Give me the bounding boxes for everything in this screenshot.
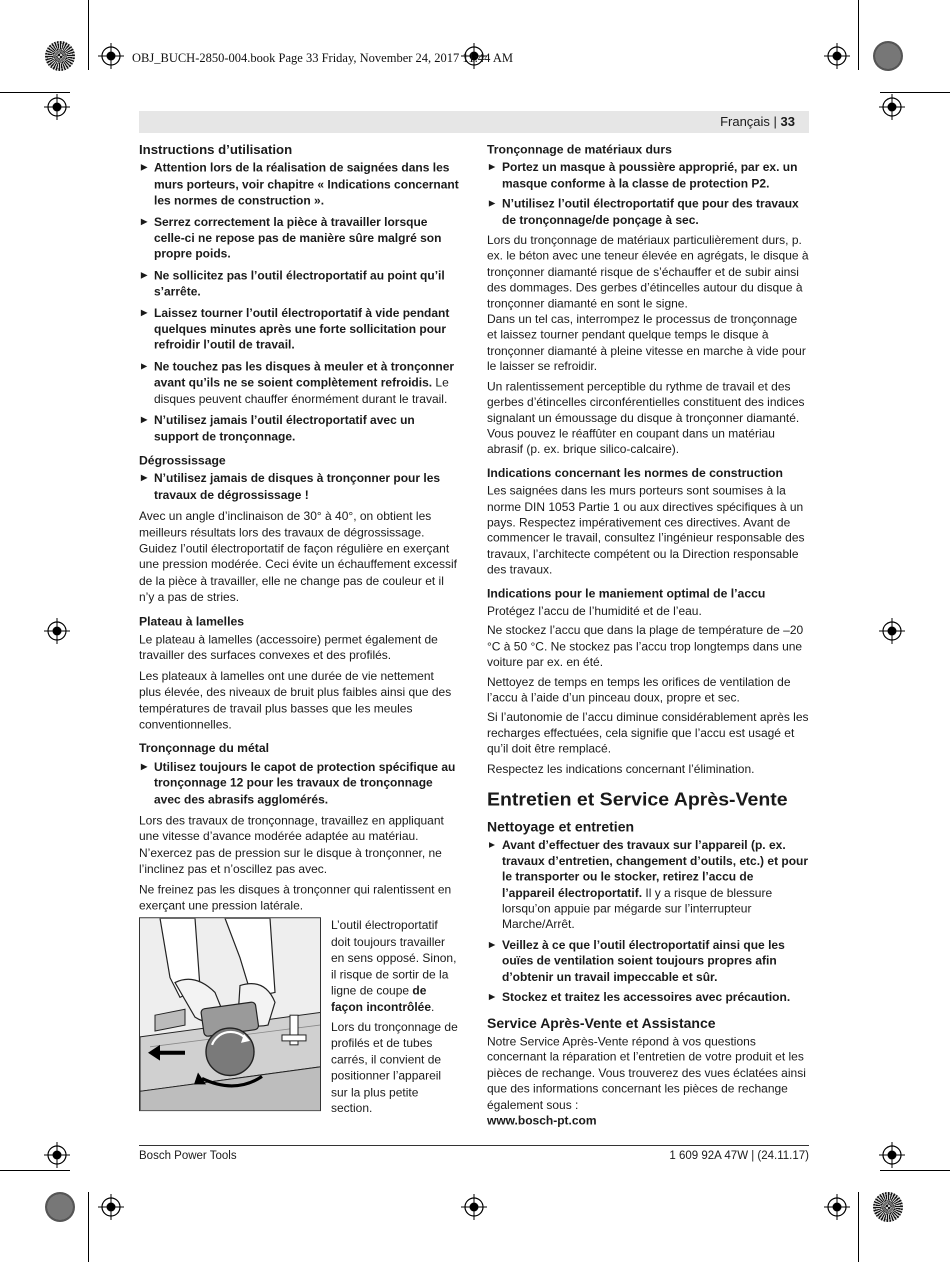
- print-slug: OBJ_BUCH-2850-004.book Page 33 Friday, November 24, 2017 11:44 AM: [132, 51, 513, 65]
- warning-bullet: ▶ Stockez et traitez les accessoires avec précaution.: [487, 990, 809, 1006]
- figure-block: [139, 918, 459, 1115]
- right-column: [487, 142, 809, 1132]
- registration-mark-icon: [98, 1194, 124, 1220]
- registration-mark-icon: [824, 1194, 850, 1220]
- paragraph: Nettoyez de temps en temps les orifices de ventilation de l’accu à l’aide d’un pinceau doux, propre et sec.: [487, 675, 791, 705]
- registration-mark-icon: [824, 43, 850, 69]
- warning-bullet: ▶ Utilisez toujours le capot de protection spécifique au tronçonnage 12 pour les travaux de tronçonnage avec des abrasifs agglomérés.: [139, 759, 459, 808]
- crop-line: [88, 1192, 89, 1262]
- bullet-text: Attention lors de la réalisation de saignées dans les murs porteurs, voir chapitre « Indications concernant les normes de construction ».: [154, 161, 459, 208]
- color-target-icon: [45, 41, 75, 71]
- bullet-text: Ne sollicitez pas l’outil électroportatif au point qu’il s’arrête.: [154, 268, 445, 299]
- registration-mark-icon: [44, 1142, 70, 1168]
- paragraph: Dans un tel cas, interrompez le processus de tronçonnage et laissez tourner pendant quelque temps le disque à tronçonner diamanté à pleine vitesse en marche à vide pour le laisser se refroidir.: [487, 312, 806, 374]
- warning-bullet: [139, 214, 459, 263]
- crop-line: [0, 1170, 70, 1171]
- section-title: Nettoyage et entretien: [487, 819, 635, 835]
- bullet-text: Ne touchez pas les disques à meuler et à tronçonner avant qu’ils ne se soient complètement refroidis.: [154, 359, 455, 390]
- registration-mark-icon: [44, 94, 70, 120]
- paragraph: [331, 918, 459, 1015]
- bullet-text: Laissez tourner l’outil électroportatif à vide pendant quelques minutes après une forte sollicitation pour refroidir l’outil de travail.: [154, 305, 450, 353]
- subsection-title: Indications concernant les normes de construction: [487, 466, 783, 480]
- cutting-illustration: [139, 918, 321, 1112]
- page-header-bar: [139, 111, 809, 133]
- paragraph: Un ralentissement perceptible du rythme de travail et des gerbes d’étincelles circonférentielles constituent des indices signalant un émoussage du disque à tronçonner diamanté. Vous pouvez le réaffûter en coupant dans un matériau abrasif (p. ex. brique silico-calcaire).: [487, 379, 805, 457]
- subsection-title: Tronçonnage de matériaux durs: [487, 142, 672, 157]
- crop-line: [0, 92, 70, 93]
- footer-brand: Bosch Power Tools: [139, 1150, 237, 1162]
- warning-bullet: [139, 267, 459, 299]
- registration-mark-icon: [98, 43, 124, 69]
- paragraph: Notre Service Après-Vente répond à vos questions concernant la réparation et l’entretien de votre produit et les pièces de rechange. Vous trouverez des vues éclatées ainsi que des informations concernant les pièces de rechange également sous :: [487, 1034, 806, 1112]
- bullet-text: N’utilisez jamais l’outil électroportatif avec un support de tronçonnage.: [154, 413, 415, 444]
- paragraph: Lors des travaux de tronçonnage, travaillez en appliquant une vitesse d’avance modérée adaptée au matériau. N’exercez pas de pression sur le disque à tronçonner, ne l’inclinez pas et n’oscillez pas avec.: [139, 813, 444, 876]
- page-number: 33: [780, 114, 795, 129]
- figure-caption: [331, 918, 459, 1121]
- warning-bullet: [139, 358, 459, 407]
- section-title: Service Après-Vente et Assistance: [487, 1014, 716, 1031]
- subsection-title: Indications pour le maniement optimal de l’accu: [487, 586, 766, 600]
- subsection-title: Tronçonnage du métal: [139, 741, 270, 756]
- paragraph: Les saignées dans les murs porteurs sont soumises à la norme DIN 1053 Partie 1 ou aux directives spécifiques à un pays. Respectez impérativement ces directives. Avant de commencer le travail, consultez l’ingénieur responsable des travaux, l’architecte compétent ou la Direction responsable des travaux.: [487, 483, 805, 577]
- color-target-icon: [45, 1192, 75, 1222]
- paragraph: Lors du tronçonnage de profilés et de tubes carrés, il convient de positionner l’appareil sur la plus petite section.: [331, 1020, 458, 1115]
- warning-bullet: ▶ Veillez à ce que l’outil électroportatif ainsi que les ouïes de ventilation soient toujours propres afin d’obtenir un travail impeccable et sûr.: [487, 937, 809, 984]
- warning-bullet: [139, 160, 459, 209]
- warning-bullet: ▶ N’utilisez l’outil électroportatif que pour des travaux de tronçonnage/de ponçage à sec.: [487, 196, 809, 228]
- page-header: [720, 114, 795, 129]
- left-column: [139, 142, 459, 1115]
- crop-line: [858, 0, 859, 70]
- registration-mark-icon: [879, 618, 905, 644]
- paragraph: Le plateau à lamelles (accessoire) permet également de travailler des surfaces convexes et des profilés.: [139, 632, 438, 663]
- warning-bullet: [487, 838, 809, 933]
- warning-bullet: [139, 305, 459, 354]
- footer-divider: [139, 1145, 809, 1146]
- bullet-text-normal: Il y a risque de blessure lorsqu’on appuie par mégarde sur l’interrupteur Marche/Arrêt.: [502, 886, 773, 932]
- warning-bullet: [139, 412, 459, 444]
- paragraph: Les plateaux à lamelles ont une durée de vie nettement plus élevée, des niveaux de bruit plus faibles ainsi que des températures de travail plus basses que les meules conventionnelles.: [139, 668, 452, 732]
- paragraph: Protégez l’accu de l’humidité et de l’eau.: [487, 604, 702, 618]
- crop-line: [858, 1192, 859, 1262]
- crop-line: [880, 92, 950, 93]
- angle-grinder-illustration: [140, 919, 321, 1112]
- registration-mark-icon: [461, 1194, 487, 1220]
- caption-text: .: [431, 999, 435, 1014]
- paragraph: Lors du tronçonnage de matériaux particulièrement durs, p. ex. le béton avec une teneur élevée en agrégats, le disque à tronçonner diamanté risque de s’échauffer et de subir ainsi des dommages. Des gerbes d’étincelles autour du disque à tronçonner diamanté en sont le signe.: [487, 233, 809, 311]
- paragraph: Respectez les indications concernant l’élimination.: [487, 761, 755, 776]
- crop-line: [880, 1170, 950, 1171]
- header-language: Français |: [720, 114, 781, 129]
- caption-bold-text: de façon incontrôlée: [331, 983, 432, 1014]
- bullet-text: Avant d’effectuer des travaux sur l’appareil (p. ex. travaux d’entretien, changement d’outils, etc.) et pour le transporter ou le stocker, retirez l’accu de l’appareil électroportatif.: [502, 838, 809, 900]
- registration-mark-icon: [879, 94, 905, 120]
- website-link[interactable]: www.bosch-pt.com: [487, 1113, 597, 1128]
- warning-bullet: ▶ N’utilisez jamais de disques à tronçonner pour les travaux de dégrossissage !: [139, 471, 459, 503]
- paragraph: Avec un angle d’inclinaison de 30° à 40°, on obtient les meilleurs résultats lors des travaux de dégrossissage. Guidez l’outil électroportatif de façon régulière en exerçant une pression modérée. Ceci évite un échauffement excessif de la pièce à travailler, elle ne change pas de couleur et il n’y a pas de stries.: [139, 508, 457, 604]
- color-target-icon: [873, 1192, 903, 1222]
- warning-bullet: ▶ Portez un masque à poussière approprié, par ex. un masque conforme à la classe de protection P2.: [487, 160, 809, 192]
- caption-text: L’outil électroportatif doit toujours travailler en sens opposé. Sinon, il risque de sortir de la ligne de coupe: [331, 918, 457, 998]
- registration-mark-icon: [44, 618, 70, 644]
- registration-mark-icon: [879, 1142, 905, 1168]
- paragraph: Si l’autonomie de l’accu diminue considérablement après les recharges effectuées, cela signifie que l’accu est usagé et qu’il doit être remplacé.: [487, 710, 809, 756]
- crop-line: [88, 0, 89, 70]
- paragraph: Ne freinez pas les disques à tronçonner qui ralentissent en exerçant une pression latérale.: [139, 882, 452, 913]
- bullet-text-normal: Le disques peuvent chauffer énormément durant le travail.: [154, 375, 449, 406]
- color-target-icon: [873, 41, 903, 71]
- bullet-text: Serrez correctement la pièce à travailler lorsque celle-ci ne repose pas de manière sûre malgré son propre poids.: [154, 214, 442, 262]
- footer-doc-number: 1 609 92A 47W | (24.11.17): [669, 1150, 809, 1162]
- chapter-title: Entretien et Service Après-Vente: [487, 789, 788, 811]
- subsection-title: Dégrossissage: [139, 453, 226, 468]
- section-title: Instructions d’utilisation: [139, 142, 293, 157]
- subsection-title: Plateau à lamelles: [139, 614, 245, 629]
- paragraph: Ne stockez l’accu que dans la plage de température de –20 °C à 50 °C. Ne stockez pas l’accu trop longtemps dans une voiture par ex. en été.: [487, 623, 804, 669]
